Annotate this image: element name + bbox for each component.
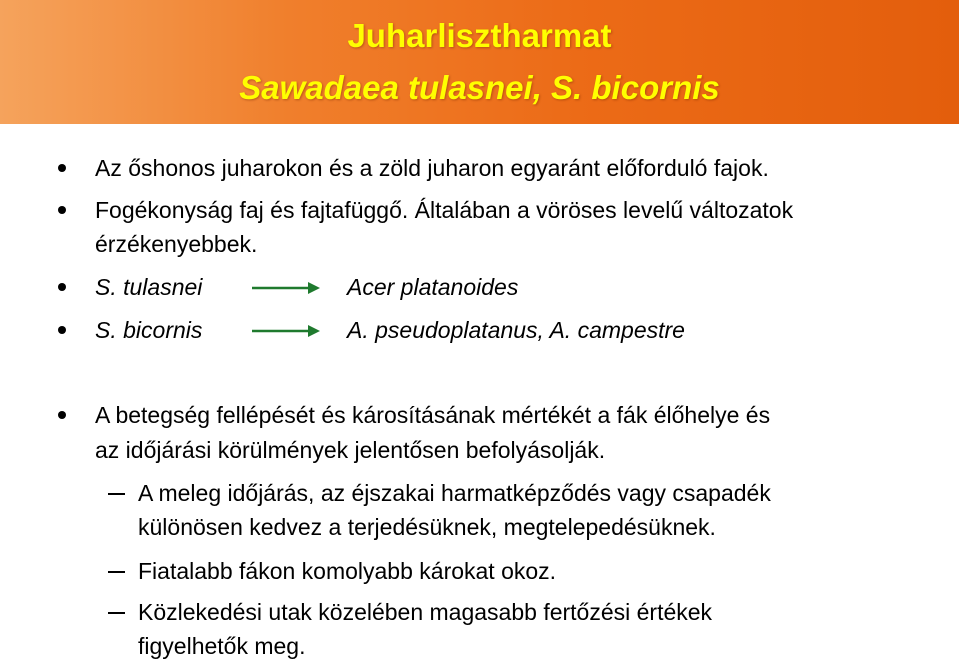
dash-icon xyxy=(108,493,125,495)
bullet-text-susceptibility: Fogékonyság faj és fajtafüggő. Általában a vöröses levelű változatok xyxy=(95,197,794,223)
host-species-tulasnei: S. tulasnei xyxy=(95,274,203,300)
subitem-weather-cont: különösen kedvez a terjedésüknek, megtelepedésüknek. xyxy=(138,514,716,540)
bullet-dot-icon xyxy=(58,206,66,214)
bullet-text-habitat-cont: az időjárási körülmények jelentősen befolyásolják. xyxy=(95,437,606,463)
bullet-dot-icon xyxy=(58,411,66,419)
slide-title: Juharlisztharmat xyxy=(347,17,612,54)
host-plant-platanoides: Acer platanoides xyxy=(347,274,519,300)
bullet-text-habitat: A betegség fellépését és károsításának mértékét a fák élőhelye és xyxy=(95,402,771,428)
subitem-roads: Közlekedési utak közelében magasabb fertőzési értékek xyxy=(138,599,713,625)
bullet-text-native-species: Az őshonos juharokon és a zöld juharon egyaránt előforduló fajok. xyxy=(95,155,769,181)
slide-subtitle: Sawadaea tulasnei, S. bicornis xyxy=(239,69,720,106)
subitem-young-trees: Fiatalabb fákon komolyabb károkat okoz. xyxy=(138,558,557,584)
bullet-dot-icon xyxy=(58,283,66,291)
dash-icon xyxy=(108,571,125,573)
dash-icon xyxy=(108,612,125,614)
arrow-right-icon xyxy=(250,323,322,339)
bullet-text-susceptibility-cont: érzékenyebbek. xyxy=(95,231,258,257)
bullet-dot-icon xyxy=(58,326,66,334)
host-species-bicornis: S. bicornis xyxy=(95,317,203,343)
bullet-dot-icon xyxy=(58,164,66,172)
title-bar xyxy=(0,0,959,124)
host-plant-pseudoplatanus: A. pseudoplatanus, A. campestre xyxy=(347,317,685,343)
arrow-right-icon xyxy=(250,280,322,296)
subitem-weather: A meleg időjárás, az éjszakai harmatképződés vagy csapadék xyxy=(138,480,771,506)
subitem-roads-cont: figyelhetők meg. xyxy=(138,633,306,659)
